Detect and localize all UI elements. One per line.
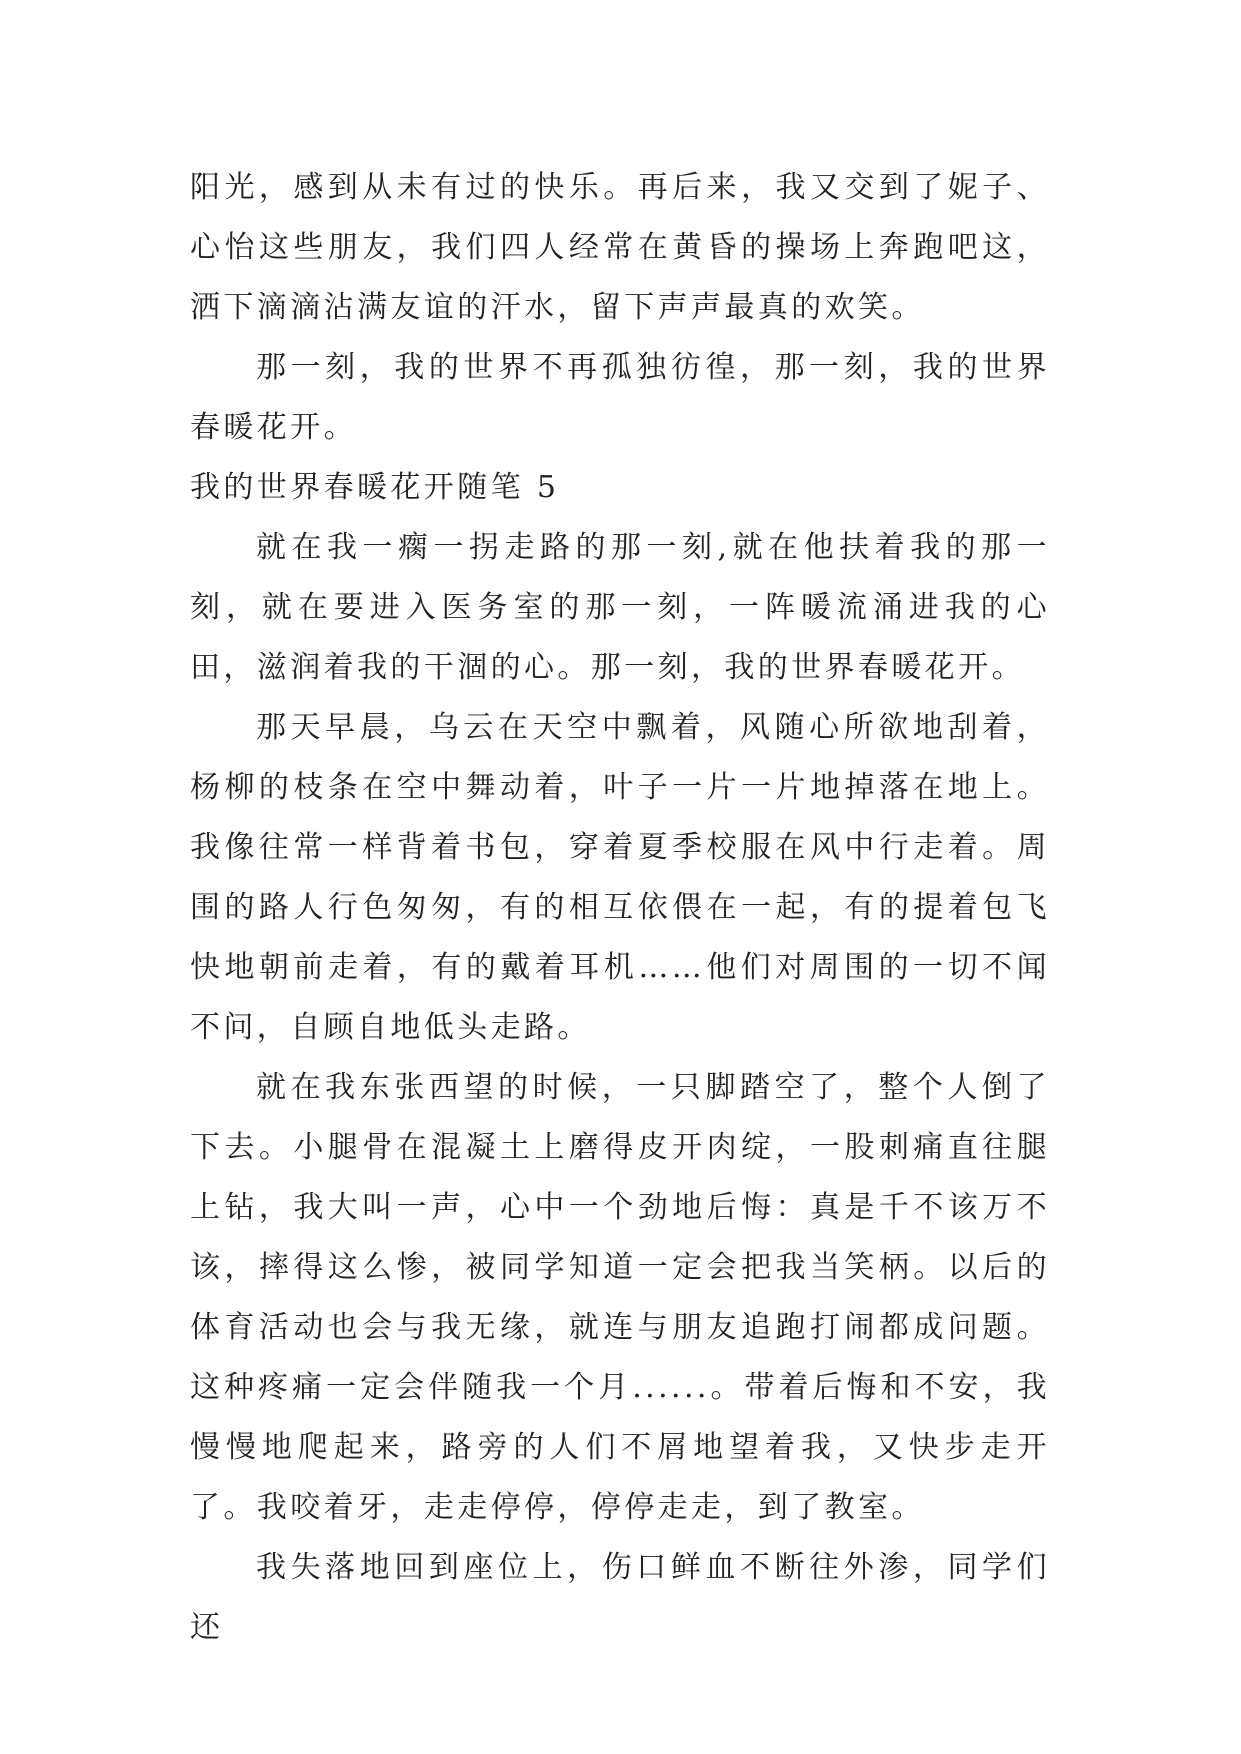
paragraph-fall: 就在我东张西望的时候，一只脚踏空了，整个人倒了下去。小腿骨在混凝土上磨得皮开肉绽，一股刺痛直往腿上钻，我大叫一声，心中一个劲地后悔：真是千不该万不该，摔得这么惨，被同学知道一定会把我当笑柄。以后的体育活动也会与我无缘，就连与朋友追跑打闹都成问题。这种疼痛一定会伴随我一个月......。带着后悔和不安，我慢慢地爬起来，路旁的人们不屑地望着我，又快步走开了。我咬着牙，走走停停，停停走走，到了教室。 bbox=[190, 1070, 1050, 1525]
paragraph-opening: 就在我一瘸一拐走路的那一刻,就在他扶着我的那一刻，就在要进入医务室的那一刻，一阵暖流涌进我的心田，滋润着我的干涸的心。那一刻，我的世界春暖花开。 bbox=[190, 530, 1050, 685]
paragraph-morning: 那天早晨，乌云在天空中飘着，风随心所欲地刮着，杨柳的枝条在空中舞动着，叶子一片一片地掉落在地上。我像往常一样背着书包，穿着夏季校服在风中行走着。周围的路人行色匆匆，有的相互依偎在一起，有的提着包飞快地朝前走着，有的戴着耳机……他们对周围的一切不闻不问，自顾自地低头走路。 bbox=[190, 710, 1050, 1045]
section-title: 我的世界春暖花开随笔 5 bbox=[190, 470, 560, 505]
document-body bbox=[190, 158, 1050, 1658]
paragraph-classroom: 我失落地回到座位上，伤口鲜血不断往外渗，同学们还 bbox=[190, 1550, 1050, 1645]
paragraph-closing: 那一刻，我的世界不再孤独彷徨，那一刻，我的世界春暖花开。 bbox=[190, 350, 1050, 445]
paragraph-continued: 阳光，感到从未有过的快乐。再后来，我又交到了妮子、心怡这些朋友，我们四人经常在黄昏的操场上奔跑吧这，洒下滴滴沾满友谊的汗水，留下声声最真的欢笑。 bbox=[190, 170, 1050, 325]
